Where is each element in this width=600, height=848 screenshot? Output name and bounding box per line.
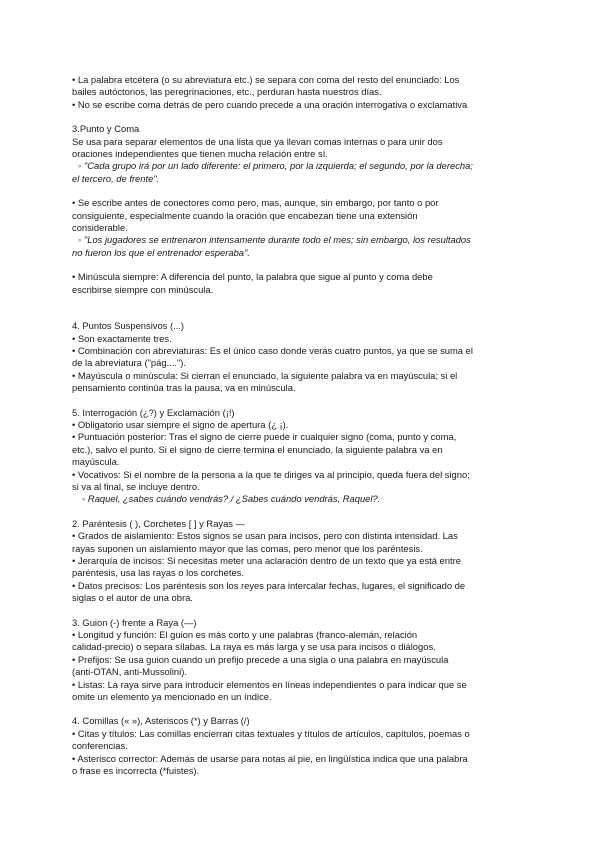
list-item: conferencias. (72, 740, 128, 752)
example-line: ◦ "Cada grupo irá por un lado diferente: el primero, por la izquierda; el segundo, por la derecha; (78, 160, 473, 172)
document-page (72, 74, 528, 778)
section-heading-puntos-suspensivos: 4. Puntos Suspensivos (...) (72, 320, 185, 332)
list-item: • Combinación con abreviaturas: Es el único caso donde verás cuatro puntos, ya que se suma el (72, 344, 473, 356)
list-item: • Puntuación posterior: Tras el signo de cierre puede ir cualquier signo (coma, punto y coma, (72, 431, 457, 443)
paragraph-line: considerable. (72, 222, 128, 234)
list-item: siglas o el autor de una obra. (72, 592, 193, 604)
list-item: • Prefijos: Se usa guion cuando un prefijo precede a una sigla o una palabra en mayúscula (72, 653, 449, 665)
section-heading-guion-raya: 3. Guion (-) frente a Raya (—) (72, 616, 197, 628)
intro-line-1: • La palabra etcétera (o su abreviatura etc.) se separa con coma del resto del enunciado: Los (72, 74, 460, 85)
paragraph-line: escribirse siempre con minúscula. (72, 283, 214, 295)
list-item: (anti-OTAN, anti-Mussolini). (72, 666, 187, 678)
list-item: o frase es incorrecta (*fuistes). (72, 765, 200, 777)
paragraph-line: Se usa para separar elementos de una lista que ya llevan comas internas o para unir dos (72, 135, 443, 147)
example-line: ◦ Raquel, ¿sabes cuándo vendrás? / ¿Sabes cuándo vendrás, Raquel?. (82, 493, 381, 505)
list-item: • Vocativos: Si el nombre de la persona a la que te diriges va al principio, queda fuera del signo; (72, 468, 470, 480)
list-item: • Citas y títulos: Las comillas encierran citas textuales y títulos de artículos, capítulos, poemas o (72, 727, 470, 739)
list-item: rayas suponen un aislamiento mayor que las comas, pero menor que los paréntesis. (72, 542, 423, 554)
section-heading-punto-y-coma: 3.Punto y Coma (72, 123, 140, 135)
list-item: • Grados de aislamiento: Estos signos se usan para incisos, pero con distinta intensidad. Las (72, 530, 458, 542)
intro-line-2: bailes autóctonos, las peregrinaciones, etc., perduran hasta nuestros días. (72, 86, 382, 98)
list-item: • Longitud y función: El guion es más corto y une palabras (franco-alemán, relación (72, 629, 418, 641)
paragraph-line: consiguiente, especialmente cuando la oración que encabezan tiene una extensión (72, 209, 418, 221)
list-item: de la abreviatura ("pág...."). (72, 357, 187, 369)
list-item: calidad-precio) o separa sílabas. La raya es más larga y se usa para incisos o diálogos. (72, 641, 436, 653)
intro-line-3: • No se escribe coma detrás de pero cuando precede a una oración interrogativa o exclamativa (72, 98, 468, 110)
list-item: • Datos precisos: Los paréntesis son los reyes para intercalar fechas, lugares, el significado de (72, 579, 466, 591)
paragraph-line: oraciones independientes que tienen mucha relación entre sí. (72, 148, 328, 160)
list-item: paréntesis, usa las rayas o los corchetes. (72, 567, 244, 579)
list-item: • Asterisco corrector: Además de usarse para notas al pie, en lingüística indica que una palabra (72, 752, 468, 764)
list-item: si va al final, se incluye dentro. (72, 480, 200, 492)
paragraph-line: • Minúscula siempre: A diferencia del punto, la palabra que sigue al punto y coma debe (72, 271, 433, 283)
list-item: etc.), salvo el punto. Si el signo de cierre termina el enunciado, la siguiente palabra va en (72, 443, 443, 455)
list-item: mayúscula. (72, 456, 120, 468)
example-line: ◦ "Los jugadores se entrenaron intensamente durante todo el mes; sin embargo, los resultados (78, 234, 471, 246)
list-item: • Jerarquía de incisos: Si necesitas meter una aclaración dentro de un texto que ya está entre (72, 555, 461, 566)
example-line: no fueron los que el entrenador esperaba". (72, 246, 250, 258)
section-heading-parentesis: 2. Paréntesis ( ), Corchetes [ ] y Rayas — (72, 517, 245, 529)
section-heading-comillas: 4. Comillas (« »), Asteriscos (*) y Barras (/) (72, 715, 250, 727)
list-item: pensamiento continúa tras la pausa, va en minúscula. (72, 382, 296, 394)
list-item: • Obligatorio usar siempre el signo de apertura (¿ ¡). (72, 418, 289, 430)
list-item: • Son exactamente tres. (72, 332, 172, 344)
list-item: omite un elemento ya mencionado en un índice. (72, 691, 272, 703)
paragraph-line: • Se escribe antes de conectores como pero, mas, aunque, sin embargo, por tanto o por (72, 197, 439, 209)
example-line: el tercero, de frente". (72, 172, 160, 184)
section-heading-interrogacion: 5. Interrogación (¿?) y Exclamación (¡!) (72, 406, 235, 418)
list-item: • Mayúscula o minúscula: Si cierran el enunciado, la siguiente palabra va en mayúscula; si el (72, 369, 458, 381)
list-item: • Listas: La raya sirve para introducir elementos en líneas independientes o para indicar que se (72, 678, 467, 690)
